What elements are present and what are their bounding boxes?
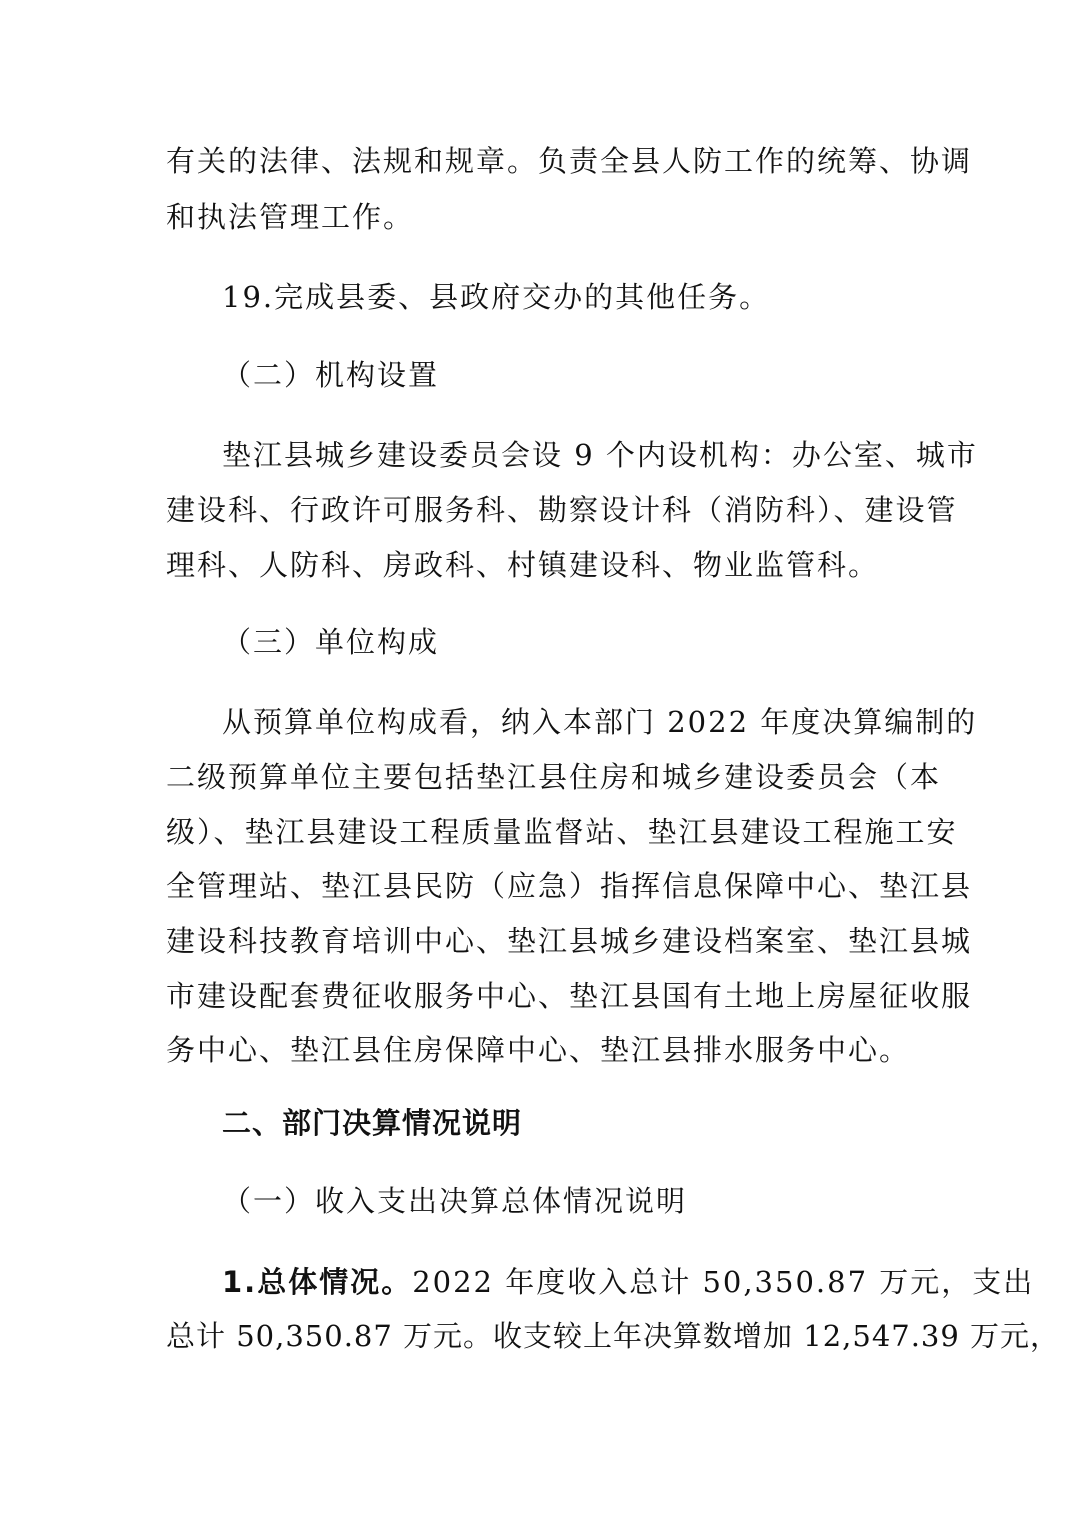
- paragraph-text: 2022 年度收入总计 50,350.87 万元，支出: [412, 1265, 1035, 1299]
- paragraph-text-line: 从预算单位构成看，纳入本部门 2022 年度决算编制的: [222, 705, 978, 739]
- paragraph-text-line: [222, 1262, 1035, 1302]
- paragraph-text-line: 理科、人防科、房政科、村镇建设科、物业监管科。: [166, 548, 880, 582]
- bold-lead-text: 1.总体情况。: [222, 1265, 413, 1299]
- paragraph-text-line: 级）、垫江县建设工程质量监督站、垫江县建设工程施工安: [166, 815, 958, 849]
- paragraph-text-line: 务中心、垫江县住房保障中心、垫江县排水服务中心。: [166, 1033, 911, 1067]
- subsection-heading: （二）机构设置: [222, 358, 440, 392]
- paragraph-text-line: 总计 50,350.87 万元。收支较上年决算数增加 12,547.39 万元，: [166, 1319, 1061, 1353]
- paragraph-text-line: 市建设配套费征收服务中心、垫江县国有土地上房屋征收服: [166, 979, 973, 1013]
- section-heading: 二、部门决算情况说明: [222, 1106, 523, 1140]
- paragraph-text-line: 二级预算单位主要包括垫江县住房和城乡建设委员会（本: [166, 760, 942, 794]
- subsection-heading: （一）收入支出决算总体情况说明: [222, 1184, 688, 1218]
- paragraph-text-line: 19.完成县委、县政府交办的其他任务。: [222, 280, 771, 314]
- paragraph-text-line: 全管理站、垫江县民防（应急）指挥信息保障中心、垫江县: [166, 869, 973, 903]
- paragraph-text-line: 建设科、行政许可服务科、勘察设计科（消防科）、建设管: [166, 493, 958, 527]
- paragraph-text-line: 和执法管理工作。: [166, 200, 415, 234]
- paragraph-text-line: 垫江县城乡建设委员会设 9 个内设机构：办公室、城市: [222, 438, 978, 472]
- paragraph-text-line: 建设科技教育培训中心、垫江县城乡建设档案室、垫江县城: [166, 924, 973, 958]
- paragraph-text-line: 有关的法律、法规和规章。负责全县人防工作的统筹、协调: [166, 144, 973, 178]
- subsection-heading: （三）单位构成: [222, 625, 440, 659]
